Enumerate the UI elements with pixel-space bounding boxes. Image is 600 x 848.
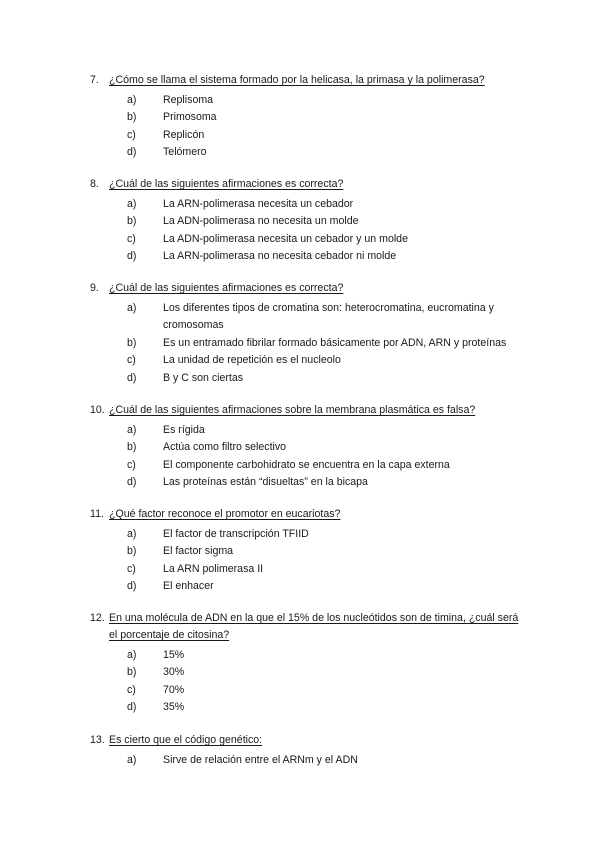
option-b <box>90 335 520 352</box>
option-letter: b) <box>127 336 137 349</box>
option-text: B y C son ciertas <box>163 371 244 384</box>
option-text: 15% <box>163 649 185 661</box>
option-d <box>90 248 520 265</box>
option-text: La ADN-polimerasa necesita un cebador y un molde <box>163 232 408 245</box>
question-8 <box>90 176 520 266</box>
option-text: El componente carbohidrato se encuentra en la capa externa <box>163 458 450 471</box>
question-9 <box>90 280 520 387</box>
question-11 <box>90 506 520 596</box>
option-text: La ADN-polimerasa no necesita un molde <box>163 215 359 228</box>
option-text: El factor sigma <box>163 545 234 558</box>
question-7 <box>90 72 520 162</box>
option-letter: a) <box>127 94 137 106</box>
option-text: La unidad de repetición es el nucleolo <box>163 354 341 367</box>
question-text: ¿Qué factor reconoce el promotor en eucariotas? <box>109 508 341 520</box>
option-letter: d) <box>127 250 137 263</box>
question-text: ¿Cómo se llama el sistema formado por la helicasa, la primasa y la polimerasa? <box>109 74 485 86</box>
option-b <box>90 439 520 456</box>
option-letter: d) <box>127 701 137 714</box>
option-text: La ARN-polimerasa no necesita cebador ni molde <box>163 250 397 263</box>
option-letter: d) <box>127 146 137 159</box>
option-letter: a) <box>127 649 137 661</box>
option-letter: b) <box>127 215 137 228</box>
option-text: Telómero <box>163 146 207 159</box>
question-number: 13. <box>90 734 105 746</box>
option-text: Es rígida <box>163 424 205 436</box>
option-a <box>90 300 520 335</box>
option-letter: c) <box>127 128 136 141</box>
option-text: Los diferentes tipos de cromatina son: heterocromatina, eucromatina y cromosomas <box>163 302 494 332</box>
option-letter: a) <box>127 198 137 210</box>
option-text: 35% <box>163 701 185 714</box>
question-text: Es cierto que el código genético: <box>109 734 263 746</box>
question-number: 9. <box>90 282 99 294</box>
question-text: ¿Cuál de las siguientes afirmaciones sobre la membrana plasmática es falsa? <box>109 404 476 416</box>
question-number: 10. <box>90 404 105 416</box>
option-c <box>90 127 520 144</box>
option-d <box>90 370 520 387</box>
option-d <box>90 474 520 491</box>
option-text: Replicón <box>163 128 205 141</box>
option-letter: c) <box>127 232 136 245</box>
option-letter: c) <box>127 683 136 696</box>
option-d <box>90 144 520 161</box>
option-c <box>90 457 520 474</box>
option-a <box>90 422 520 439</box>
option-letter: b) <box>127 666 137 679</box>
option-letter: a) <box>127 528 137 540</box>
option-a <box>90 752 520 769</box>
option-text: Actúa como filtro selectivo <box>163 441 287 454</box>
option-letter: b) <box>127 545 137 558</box>
question-text: ¿Cuál de las siguientes afirmaciones es correcta? <box>109 282 344 294</box>
option-d <box>90 578 520 595</box>
option-letter: d) <box>127 476 137 489</box>
option-b <box>90 664 520 681</box>
question-12 <box>90 610 520 717</box>
option-text: 70% <box>163 683 185 696</box>
option-a <box>90 526 520 543</box>
option-text: Sirve de relación entre el ARNm y el ADN <box>163 754 358 766</box>
option-a <box>90 647 520 664</box>
option-letter: a) <box>127 302 137 314</box>
option-letter: d) <box>127 580 137 593</box>
option-letter: c) <box>127 354 136 367</box>
question-text: ¿Cuál de las siguientes afirmaciones es correcta? <box>109 178 344 190</box>
question-number: 7. <box>90 74 99 86</box>
option-text: 30% <box>163 666 185 679</box>
option-letter: c) <box>127 562 136 575</box>
option-letter: a) <box>127 424 137 436</box>
option-a <box>90 196 520 213</box>
option-b <box>90 109 520 126</box>
option-a <box>90 92 520 109</box>
question-number: 8. <box>90 178 99 190</box>
option-text: La ARN-polimerasa necesita un cebador <box>163 198 354 210</box>
question-number: 11. <box>90 508 104 520</box>
option-letter: d) <box>127 371 137 384</box>
option-b <box>90 543 520 560</box>
option-d <box>90 699 520 716</box>
option-text: Las proteínas están “disueltas” en la bicapa <box>163 476 368 489</box>
option-letter: c) <box>127 458 136 471</box>
question-13 <box>90 732 520 769</box>
option-text: La ARN polimerasa II <box>163 562 264 575</box>
option-letter: a) <box>127 754 137 766</box>
option-text: Es un entramado fibrilar formado básicamente por ADN, ARN y proteínas <box>163 336 507 349</box>
option-text: El enhacer <box>163 580 214 593</box>
option-b <box>90 213 520 230</box>
option-c <box>90 682 520 699</box>
option-letter: b) <box>127 441 137 454</box>
option-c <box>90 352 520 369</box>
option-c <box>90 231 520 248</box>
option-text: Primosoma <box>163 111 217 124</box>
option-text: Replisoma <box>163 94 214 106</box>
option-text: El factor de transcripción TFIID <box>163 528 309 540</box>
question-text: En una molécula de ADN en la que el 15% de los nucleótidos son de timina, ¿cuál será el porcentaje de citosina? <box>109 612 519 641</box>
question-10 <box>90 402 520 492</box>
option-letter: b) <box>127 111 137 124</box>
question-number: 12. <box>90 612 105 624</box>
option-c <box>90 561 520 578</box>
